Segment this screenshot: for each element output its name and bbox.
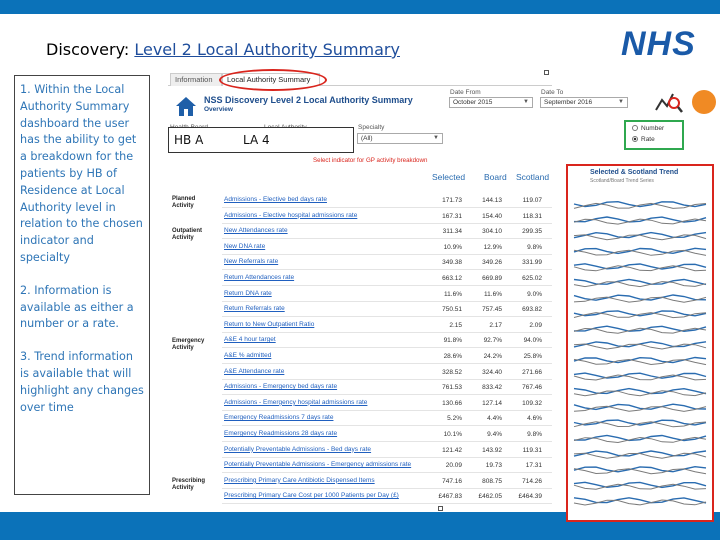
table-row[interactable] bbox=[222, 428, 552, 442]
table-row[interactable] bbox=[222, 366, 552, 380]
scotland-value: 4.6% bbox=[527, 415, 542, 423]
scroll-handle[interactable] bbox=[438, 506, 443, 511]
indicator-link[interactable]: Admissions - Emergency hospital admissions rate bbox=[224, 398, 368, 406]
selected-value: 10.1% bbox=[443, 431, 462, 438]
slide-title-prefix: Discovery: bbox=[46, 40, 135, 59]
measure-toggle bbox=[624, 120, 684, 150]
date-from-value: October 2015 bbox=[453, 99, 493, 106]
scotland-trend-line bbox=[574, 266, 706, 271]
scotland-value: 9.8% bbox=[527, 243, 542, 251]
indicator-link[interactable]: New Referrals rate bbox=[224, 258, 279, 266]
selected-value: 130.66 bbox=[442, 399, 462, 407]
trend-panel bbox=[566, 164, 714, 522]
chevron-down-icon: ▼ bbox=[523, 99, 529, 105]
radio-dot bbox=[632, 136, 638, 142]
selected-trend-line bbox=[574, 404, 706, 409]
selected-value: 328.52 bbox=[442, 368, 462, 376]
board-value: 12.9% bbox=[483, 243, 502, 251]
selected-value: 663.12 bbox=[442, 275, 462, 282]
radio-rate[interactable] bbox=[632, 136, 655, 143]
home-icon[interactable] bbox=[174, 94, 198, 118]
hb-la-selection[interactable] bbox=[168, 127, 354, 153]
trend-subtitle: Scotland/Board Trend Series bbox=[590, 178, 654, 184]
tab-local-authority-summary[interactable]: Local Authority Summary bbox=[222, 73, 320, 86]
board-value: 4.4% bbox=[487, 415, 502, 423]
group-prescribing: Prescribing Activity bbox=[172, 478, 206, 491]
scotland-value: £464.39 bbox=[518, 493, 542, 501]
scotland-value: 271.66 bbox=[522, 368, 542, 376]
selected-value: 761.53 bbox=[442, 384, 462, 392]
scotland-value: 118.31 bbox=[522, 212, 542, 220]
selected-value: 20.09 bbox=[445, 462, 462, 470]
indicator-link[interactable]: Admissions - Emergency bed days rate bbox=[224, 383, 338, 391]
selected-value: 750.51 bbox=[442, 306, 462, 314]
radio-rate-label: Rate bbox=[641, 136, 655, 143]
chevron-down-icon: ▼ bbox=[618, 99, 624, 105]
indicator-link[interactable]: Prescribing Primary Care Antibiotic Dispensed Items bbox=[224, 476, 375, 484]
table-row[interactable] bbox=[222, 475, 552, 489]
col-selected: Selected bbox=[432, 172, 466, 182]
scotland-value: 119.31 bbox=[522, 446, 542, 454]
radio-dot bbox=[632, 125, 638, 131]
selected-value: 121.42 bbox=[442, 446, 462, 454]
trend-search-icon[interactable] bbox=[654, 88, 684, 114]
board-value: £462.05 bbox=[478, 493, 502, 501]
selected-value: 747.16 bbox=[442, 477, 462, 485]
group-planned: Planned Activity bbox=[172, 196, 196, 209]
scotland-value: 94.0% bbox=[523, 337, 542, 345]
dashboard-subtitle: Overview bbox=[204, 106, 233, 113]
board-value: 24.2% bbox=[483, 353, 502, 360]
scotland-trend-line bbox=[574, 484, 706, 489]
indicator-link[interactable]: Admissions - Elective hospital admissions rate bbox=[224, 211, 358, 219]
chevron-down-icon: ▼ bbox=[433, 135, 439, 141]
table-row[interactable] bbox=[222, 334, 552, 348]
slide-title bbox=[46, 40, 400, 59]
date-from-select[interactable] bbox=[449, 97, 533, 108]
board-value: 144.13 bbox=[482, 197, 502, 204]
indicator-link[interactable]: Admissions - Elective bed days rate bbox=[224, 196, 327, 203]
scotland-trend-line bbox=[574, 359, 706, 364]
help-head-icon[interactable] bbox=[692, 90, 716, 114]
scotland-value: 331.99 bbox=[522, 259, 542, 267]
selected-value: 11.6% bbox=[444, 290, 462, 298]
scotland-value: 2.09 bbox=[529, 321, 542, 329]
scotland-trend-line bbox=[574, 375, 706, 380]
right-tools bbox=[552, 70, 720, 160]
selected-trend-line bbox=[574, 279, 706, 284]
table-row[interactable] bbox=[222, 194, 552, 208]
indicator-link[interactable]: A&E Attendance rate bbox=[224, 367, 285, 375]
dashboard-title: NSS Discovery Level 2 Local Authority Summary bbox=[204, 95, 413, 105]
note-1: 1. Within the Local Authority Summary dashboard the user has the ability to get a breakdown for the patients by HB of Residence at Local Authority level in relation to the chosen indicator and specialty bbox=[20, 83, 143, 264]
selected-value: 171.73 bbox=[442, 197, 462, 204]
indicator-link[interactable]: New Attendances rate bbox=[224, 227, 288, 235]
slide-title-link[interactable]: Level 2 Local Authority Summary bbox=[134, 40, 400, 59]
selected-value: 5.2% bbox=[447, 415, 462, 423]
col-scotland: Scotland bbox=[516, 172, 550, 182]
group-outpatient: Outpatient Activity bbox=[172, 228, 202, 241]
table-row[interactable] bbox=[222, 241, 552, 255]
top-strip bbox=[0, 0, 720, 14]
table-row[interactable] bbox=[222, 319, 552, 333]
radio-number[interactable] bbox=[632, 125, 664, 132]
board-value: 833.42 bbox=[482, 384, 502, 392]
indicator-link[interactable]: A&E % admitted bbox=[224, 352, 272, 359]
board-value: 349.26 bbox=[482, 259, 502, 267]
scotland-value: 25.8% bbox=[523, 353, 542, 360]
table-row[interactable] bbox=[222, 397, 552, 411]
board-value: 2.17 bbox=[489, 321, 502, 329]
table-row[interactable] bbox=[222, 210, 552, 224]
indicator-link[interactable]: A&E 4 hour target bbox=[224, 336, 276, 344]
scotland-value: 17.31 bbox=[525, 462, 542, 470]
tab-information[interactable]: Information bbox=[170, 73, 222, 86]
indicator-link[interactable]: Return to New Outpatient Ratio bbox=[224, 320, 315, 328]
table-row[interactable] bbox=[222, 256, 552, 270]
board-value: 11.6% bbox=[484, 290, 502, 298]
table-row[interactable] bbox=[222, 272, 552, 286]
table-row[interactable] bbox=[222, 350, 552, 364]
table-row[interactable] bbox=[222, 444, 552, 458]
scotland-value: 109.32 bbox=[522, 399, 542, 407]
group-emergency: Emergency Activity bbox=[172, 338, 205, 351]
dashboard bbox=[168, 70, 552, 512]
selected-value: £467.83 bbox=[438, 493, 462, 501]
scroll-handle[interactable] bbox=[544, 70, 549, 75]
indicator-link[interactable]: Return Referrals rate bbox=[224, 305, 285, 313]
indicator-link[interactable]: Return Attendances rate bbox=[224, 274, 295, 281]
board-value: 127.14 bbox=[482, 399, 502, 407]
tab-highlight-ring bbox=[219, 69, 327, 91]
selected-trend-line bbox=[574, 295, 706, 300]
date-to-label: Date To bbox=[541, 89, 564, 96]
sparkline-chart bbox=[568, 166, 712, 520]
board-value: 9.4% bbox=[487, 431, 502, 438]
selected-trend-line bbox=[574, 389, 706, 394]
scotland-value: 767.46 bbox=[522, 384, 542, 392]
specialty-value: (All) bbox=[361, 135, 373, 142]
trend-title: Selected & Scotland Trend bbox=[590, 169, 679, 176]
date-to-value: September 2016 bbox=[544, 99, 593, 106]
selected-value: 28.6% bbox=[443, 353, 462, 360]
selected-value: 10.9% bbox=[443, 243, 462, 251]
specialty-label: Specialty bbox=[358, 124, 385, 131]
notes-panel bbox=[14, 75, 150, 495]
selected-value: 349.38 bbox=[442, 259, 462, 267]
table-row[interactable] bbox=[222, 225, 552, 239]
board-value: 143.92 bbox=[482, 446, 502, 454]
selected-value: 167.31 bbox=[442, 212, 462, 220]
board-value: 304.10 bbox=[482, 228, 502, 236]
indicator-hint: Select indicator for GP activity breakdown bbox=[313, 157, 428, 164]
note-3: 3. Trend information is available that will highlight any changes over time bbox=[20, 350, 144, 414]
table-row[interactable] bbox=[222, 381, 552, 395]
table-row[interactable] bbox=[222, 288, 552, 302]
scotland-trend-line bbox=[574, 250, 706, 255]
scotland-value: 299.35 bbox=[522, 228, 542, 236]
selected-value: 311.34 bbox=[442, 228, 462, 236]
board-value: 154.40 bbox=[482, 212, 502, 220]
scotland-trend-line bbox=[574, 469, 706, 474]
indicator-link[interactable]: Potentially Preventable Admissions - Emergency admissions rate bbox=[224, 461, 412, 469]
table-row[interactable] bbox=[222, 459, 552, 473]
board-value: 92.7% bbox=[483, 337, 502, 345]
table-row[interactable] bbox=[222, 490, 552, 504]
specialty-select[interactable] bbox=[357, 133, 443, 144]
scotland-value: 693.82 bbox=[522, 306, 542, 314]
selected-trend-line bbox=[574, 498, 706, 503]
date-from-label: Date From bbox=[450, 89, 481, 96]
scotland-value: 9.0% bbox=[527, 290, 542, 298]
indicator-link[interactable]: New DNA rate bbox=[224, 242, 266, 250]
scotland-value: 714.26 bbox=[522, 477, 542, 485]
board-value: 19.73 bbox=[485, 462, 502, 470]
scotland-value: 119.07 bbox=[522, 197, 542, 204]
selected-value: 2.15 bbox=[449, 321, 462, 329]
board-value: 324.40 bbox=[482, 368, 502, 376]
note-2: 2. Information is available as either a number or a rate. bbox=[20, 283, 134, 331]
scotland-value: 625.02 bbox=[522, 275, 542, 282]
scotland-value: 9.8% bbox=[527, 431, 542, 438]
la-value: LA 4 bbox=[243, 133, 270, 147]
nhs-logo: NHS bbox=[621, 25, 696, 63]
board-value: 669.89 bbox=[482, 275, 502, 282]
radio-number-label: Number bbox=[641, 125, 665, 132]
indicator-link[interactable]: Emergency Readmissions 28 days rate bbox=[224, 430, 338, 437]
board-value: 757.45 bbox=[482, 306, 502, 314]
col-board: Board bbox=[484, 172, 507, 182]
indicator-link[interactable]: Return DNA rate bbox=[224, 289, 272, 297]
scotland-trend-line bbox=[574, 391, 706, 396]
hb-value: HB A bbox=[174, 133, 204, 147]
table-row[interactable] bbox=[222, 303, 552, 317]
indicator-link[interactable]: Prescribing Primary Care Cost per 1000 Patients per Day (£) bbox=[224, 492, 399, 500]
selected-value: 91.8% bbox=[443, 337, 462, 345]
scotland-trend-line bbox=[574, 282, 706, 287]
board-value: 808.75 bbox=[482, 477, 502, 485]
indicator-link[interactable]: Emergency Readmissions 7 days rate bbox=[224, 414, 334, 422]
table-row[interactable] bbox=[222, 412, 552, 426]
indicator-link[interactable]: Potentially Preventable Admissions - Bed days rate bbox=[224, 445, 372, 453]
